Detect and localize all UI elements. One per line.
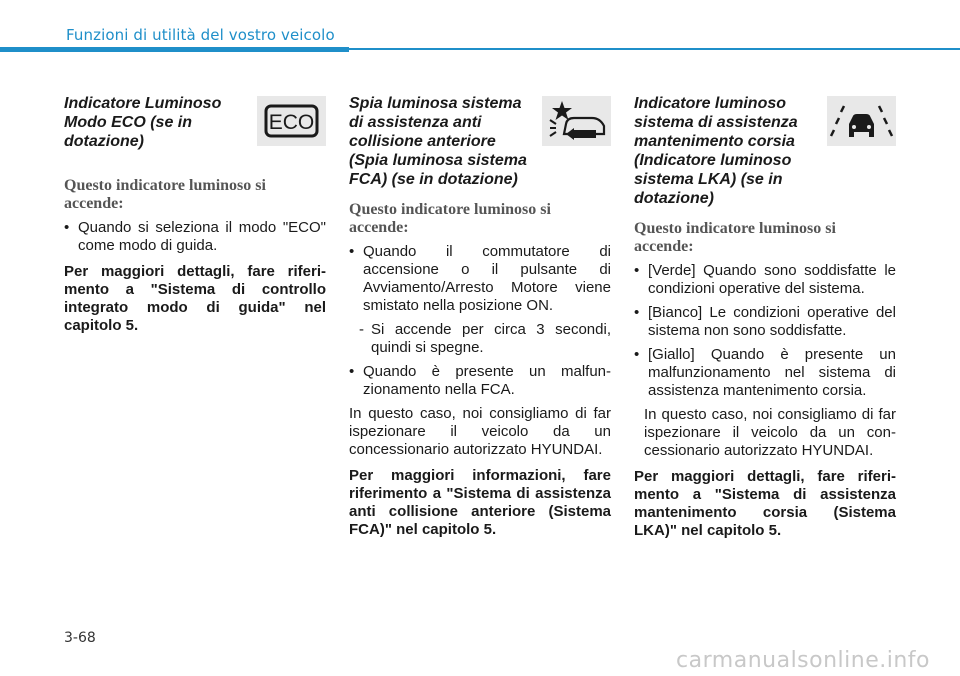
section-heading: Spia luminosa sistema di assistenza anti collisione anteriore (Spia luminosa sistema FCA) (se in dotazione) <box>349 95 527 188</box>
page-number: 3-68 <box>64 630 96 646</box>
reference-note: Per maggiori informazioni, fare riferimento a "Sistema di assistenza anti collisione anteriore (Sistema FCA)" nel capitolo 5. <box>349 467 611 538</box>
watermark: carmanualsonline.info <box>676 648 930 673</box>
list-item: • [Giallo] Quando è presente un malfunzionamento nel sistema di assistenza mantenimento corsia. <box>634 346 896 399</box>
reference-note: Per maggiori dettagli, fare riferi-mento a "Sistema di assistenza mantenimento corsia (Sistema LKA)" nel capitolo 5. <box>634 468 896 539</box>
header-rule-accent <box>0 47 349 52</box>
eco-indicator-icon <box>257 96 326 146</box>
fca-indicator-section <box>349 94 611 539</box>
section-subheading: Questo indicatore luminoso si accende: <box>634 220 836 255</box>
eco-icon-text: ECO <box>268 111 315 134</box>
reference-note: Per maggiori dettagli, fare riferi-mento a "Sistema di controllo integrato modo di guida" nel capitolo 5. <box>64 263 326 334</box>
list-item: • Quando è presente un malfun-zionamento nella FCA. <box>349 363 611 398</box>
forward-collision-warning-icon <box>542 96 611 146</box>
section-heading: Indicatore Luminoso Modo ECO (se in dotazione) <box>64 95 222 150</box>
lane-keeping-assist-icon <box>827 96 896 146</box>
list-item: • [Verde] Quando sono soddisfatte le condizioni operative del sistema. <box>634 262 896 297</box>
paragraph: In questo caso, noi consigliamo di far ispezionare il veicolo da un con-cessionario autorizzato HYUNDAI. <box>644 406 896 459</box>
list-subitem: - Si accende per circa 3 secondi, quindi si spegne. <box>359 321 611 356</box>
lka-indicator-section <box>634 94 896 540</box>
section-title: Funzioni di utilità del vostro veicolo <box>66 26 335 44</box>
paragraph: In questo caso, noi consigliamo di far ispezionare il veicolo da un concessionario autorizzato HYUNDAI. <box>349 405 611 458</box>
list-item: • Quando si seleziona il modo "ECO" come modo di guida. <box>64 219 326 254</box>
section-subheading: Questo indicatore luminoso si accende: <box>64 177 266 212</box>
section-subheading: Questo indicatore luminoso si accende: <box>349 201 551 236</box>
list-item: • [Bianco] Le condizioni operative del sistema non sono soddisfatte. <box>634 304 896 339</box>
section-heading: Indicatore luminoso sistema di assistenza mantenimento corsia (Indicatore luminoso sistema LKA) (se in dotazione) <box>634 95 798 207</box>
list-item: • Quando il commutatore di accensione o il pulsante di Avviamento/Arresto Motore viene smistato nella posizione ON. <box>349 243 611 314</box>
header-rule <box>349 48 960 50</box>
